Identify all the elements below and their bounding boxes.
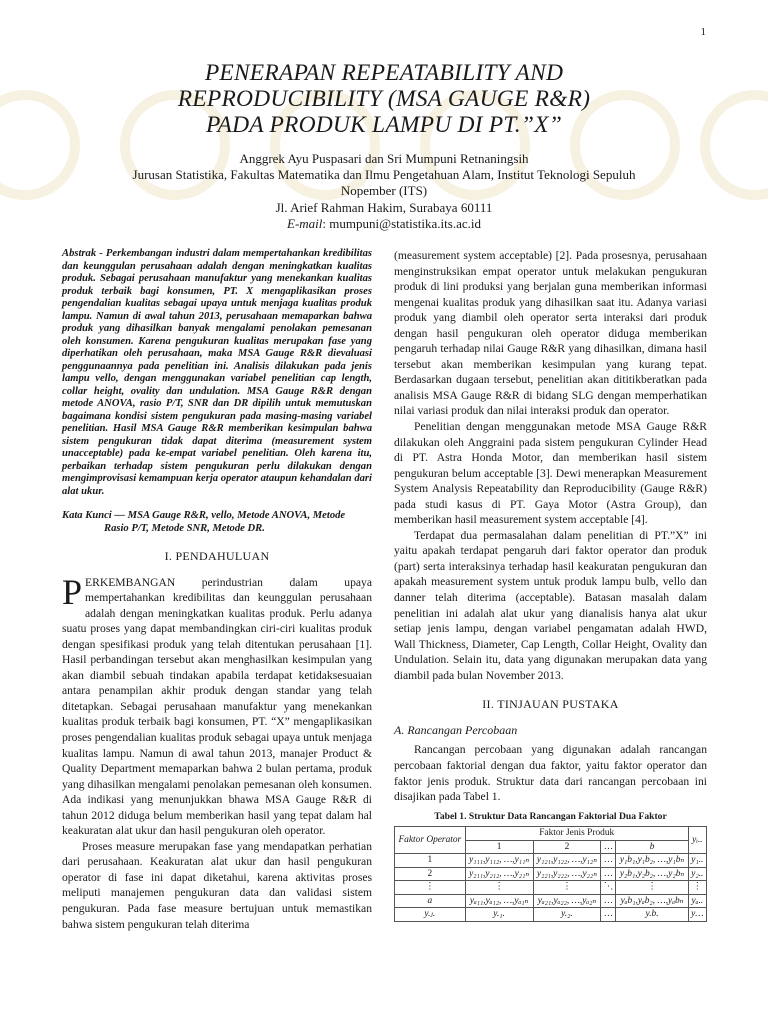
section-heading: I. PENDAHULUAN <box>164 549 270 563</box>
table-row <box>395 881 707 895</box>
email-line <box>60 216 708 232</box>
email: : mumpuni@statistika.its.ac.id <box>322 215 481 231</box>
table-cell: ⋮ <box>688 881 706 895</box>
table-cell: … <box>601 908 616 922</box>
table-header-cell: b <box>616 840 688 854</box>
table-header-cell: Faktor Operator <box>395 827 466 854</box>
left-column <box>62 248 372 932</box>
table-row <box>395 867 707 881</box>
drop-cap: P <box>62 571 83 612</box>
table-header-cell: … <box>601 840 616 854</box>
abstract <box>62 248 372 498</box>
table-cell: y₂₁₁,y₂₁₂, …,y₂₁ₙ <box>465 867 533 881</box>
keywords-line: MSA Gauge R&R, vello, Metode ANOVA, Metode <box>127 510 346 521</box>
affiliation: Nopember (ITS) <box>340 183 428 199</box>
paragraph <box>62 571 372 839</box>
title-line: REPRODUCIBILITY (MSA GAUGE R&R) <box>177 86 591 112</box>
table-cell: ⋮ <box>533 881 601 895</box>
table-cell: ⋮ <box>395 881 466 895</box>
email-label: E-mail <box>287 215 323 231</box>
table-cell: 1 <box>395 854 466 868</box>
subsection-heading: A. Rancangan Percobaan <box>394 722 518 737</box>
table-cell: y₂.. <box>688 867 706 881</box>
section-heading: II. TINJAUAN PUSTAKA <box>482 697 619 712</box>
table-cell: a <box>395 894 466 908</box>
paragraph: Rancangan percobaan yang digunakan adalah rancangan percobaan faktorial dengan dua faktor, yaitu faktor operator dan faktor jenis produk. Struktur data dari rancangan percobaan ini disajikan pada Tabel 1. <box>394 743 707 804</box>
right-column <box>394 248 707 922</box>
table-cell: y… <box>688 908 706 922</box>
paragraph: Penelitian dengan menggunakan metode MSA Gauge R&R dilakukan oleh Anggraini pada sistem pengukuran Cylinder Head di PT. Astra Honda Motor, dan memberikan hasil sistem pengukuran belum acceptable [3]. Dewi menerapkan Measurement System Analysis Repeatability dan Reproducibility (Gauge R&R) pada studi kasus di PT. Gaya Motor (Astra Group), dan memberikan hasil measurement system acceptable [4]. <box>394 420 707 527</box>
table-cell: yₐ₂₁,yₐ₂₂, …,yₐ₂ₙ <box>533 894 601 908</box>
watermark-seal <box>700 90 768 200</box>
keywords-label: Kata Kunci — <box>62 510 125 521</box>
table-cell: y.b. <box>616 908 688 922</box>
paper-title <box>60 60 708 138</box>
abstract-text: Perkembangan industri dalam mempertahankan kredibilitas dan keunggulan perusahaan adalah dengan meningkatkan kualitas produk. Sebagai perusahaan manufaktur yang menekankan kualitas produk terbaik bagi konsumen, PT. X mengaplikasikan proses pengendalian kualitas sebagai upaya untuk menjaga kualitas produk lampu. Namun di awal tahun 2013, perusahaan memaparkan bahwa produk yang dihasilkan banyak mengalami penolakan pemesanan oleh konsumen. Karena pengukuran kualitas merupakan fase yang diperhatikan oleh perusahaan, maka MSA Gauge R&R dievaluasi penggunaannya pada penelitian ini. Analisis dilakukan pada jenis lampu vello, dengan menggunakan variabel penelitian cap length, collar height, ovality dan undulation. MSA Gauge R&R dengan metode ANOVA, rasio P/T, SNR dan DR dipilih untuk memutuskan bagaimana kondisi sistem pengukuran pada masing-masing variabel penelitian. Hasil MSA Gauge R&R memberikan kesimpulan bahwa sistem pengukuran tidak dapat diterima (measurement system unacceptable) pada ke-empat variabel penelitian. Oleh karena itu, perbaikan terhadap sistem pengukuran perlu dilakukan dengan mengimprovisasi kemampuan kerja operator ataupun kehandalan dari alat ukur. <box>62 248 372 497</box>
table-cell: ⋮ <box>616 881 688 895</box>
table-cell: yₐ.. <box>688 894 706 908</box>
table-cell: y.₁. <box>465 908 533 922</box>
keywords <box>62 510 372 535</box>
table-cell: y.ⱼ. <box>395 908 466 922</box>
author-names: Anggrek Ayu Puspasari dan Sri Mumpuni Retnaningsih <box>239 151 529 166</box>
table-cell: y₁₁₁,y₁₁₂, …,y₁₁ₙ <box>465 854 533 868</box>
table-cell: … <box>601 854 616 868</box>
table-cell: yₐb₁,yₐb₂, …,yₐbₙ <box>616 894 688 908</box>
address: Jl. Arief Rahman Hakim, Surabaya 60111 <box>275 199 493 215</box>
table-cell: y₁₂₁,y₁₂₂, …,y₁₂ₙ <box>533 854 601 868</box>
table-header-cell: yᵢ.. <box>688 827 706 854</box>
data-structure-table <box>394 826 707 922</box>
table-cell: yₐ₁₁,yₐ₁₂, …,yₐ₁ₙ <box>465 894 533 908</box>
table-row <box>395 894 707 908</box>
table-row <box>395 908 707 922</box>
page-number: 1 <box>700 26 706 38</box>
table-row <box>395 854 707 868</box>
table-cell: y₁b₁,y₁b₂, …,y₁bₙ <box>616 854 688 868</box>
author-block <box>60 151 708 232</box>
table-cell: y₁.. <box>688 854 706 868</box>
paragraph-text: ERKEMBANGAN perindustrian dalam upaya mempertahankan kredibilitas dan keunggulan perusahaan adalah dengan meningkatkan kualitas produk. Perlu adanya suatu proses yang dapat membandingkan ciri-ciri kualitas produk dengan spesifikasi produk yang telah ditentukan perusahaan [1]. Hasil perbandingan tersebut akan menghasilkan kesimpulan yang akan diambil sebuah tindakan apabila terdapat ketidaksesuaian antara penampilan akhir produk dengan standar yang telah ditetapkan. Sebagai perusahaan manufaktur yang menekankan kualitas produk terbaik bagi konsumen, PT. “X” mengaplikasikan proses pengendalian kualitas produk sebagai upaya untuk menjaga kualitas lampu. Namun di awal tahun 2013, manajer Product & Quality Department memaparkan bahwa 2 bulan pertama, produk yang dihasilkan mengalami penolakan pemesanan oleh konsumen. Ada indikasi yang menunjukkan bhawa MSA Gauge R&R di tahun 2012 diduga belum memberikan hasil yang tepat dalam hal keakuratan alat ukur dan hasil pengukuran oleh operator. <box>62 575 372 838</box>
table-header-cell: Faktor Jenis Produk <box>465 827 688 841</box>
keywords-line: Rasio P/T, Metode SNR, Metode DR. <box>104 522 265 534</box>
table-block <box>394 809 707 922</box>
paragraph: (measurement system acceptable) [2]. Pada prosesnya, perusahaan menginstruksikan empat operator untuk melakukan pengukuran produk di lini produksi yang berjalan guna memberikan informasi mengenai kualitas produk yang dihasilkan saat itu. Adanya variasi produk yang diambil oleh operator serta interaksi dari produk dengan hasil pengukuran oleh operator diduga memberikan pengaruh terhadap nilai Gauge R&R yang dihasilkan, dimana hasil tersebut akan memberikan kesimpulan yang kurang tepat. Berdasarkan dugaan tersebut, penelitian akan dititikberatkan pada analisis MSA Gauge R&R di bidang SLG dengan memperhatikan nilai variasi produk dan nilai interaksi produk dan operator. <box>394 249 707 418</box>
table-cell: y₂b₁,y₂b₂, …,y₂bₙ <box>616 867 688 881</box>
table-cell: … <box>601 894 616 908</box>
title-line: PENERAPAN REPEATABILITY AND <box>204 60 564 86</box>
table-cell: ⋮ <box>465 881 533 895</box>
table-cell: y.₂. <box>533 908 601 922</box>
table-header-cell: 1 <box>465 840 533 854</box>
table-cell: ⋱ <box>601 881 616 895</box>
paragraph: Proses measure merupakan fase yang mendapatkan perhatian dari perusahaan. Keakuratan alat ukur dan hasil pengukuran operator di fase ini dapat diketahui, karena aktivitas proses meliputi manajemen pengukuran data dan validasi sistem pengukuran. Pada fase measure bertujuan untuk memastikan bahwa sistem pengukuran telah diterima <box>62 839 372 931</box>
table-cell: 2 <box>395 867 466 881</box>
abstract-label: Abstrak - <box>62 248 103 259</box>
affiliation: Jurusan Statistika, Fakultas Matematika dan Ilmu Pengetahuan Alam, Institut Teknologi Sepuluh <box>132 167 636 183</box>
table-header-cell: 2 <box>533 840 601 854</box>
table-cell: y₂₂₁,y₂₂₂, …,y₂₂ₙ <box>533 867 601 881</box>
paragraph: Terdapat dua permasalahan dalam penelitian di PT.”X” ini yaitu apakah terdapat pengaruh dari faktor operator dan produk (part) serta interaksinya terhadap hasil keakuratan pengukuran dan apakah measurement system untuk produk lampu bulb, vello dan danner telah diterima (acceptable). Batasan masalah dalam penelitian ini adalah alat ukur yang dianalisis hanya alat ukur setiap jenis lampu, dengan variabel pengamatan adalah HWD, Wall Thickness, Diameter, Cap Length, Collar Height, Ovality dan Undulation. Selain itu, data yang digunakan merupakan data yang diambil pada bulan November 2013. <box>394 528 707 682</box>
title-line: PADA PRODUK LAMPU DI PT.”X” <box>206 112 562 138</box>
table-caption: Tabel 1. Struktur Data Rancangan Faktorial Dua Faktor <box>434 810 667 822</box>
table-cell: … <box>601 867 616 881</box>
